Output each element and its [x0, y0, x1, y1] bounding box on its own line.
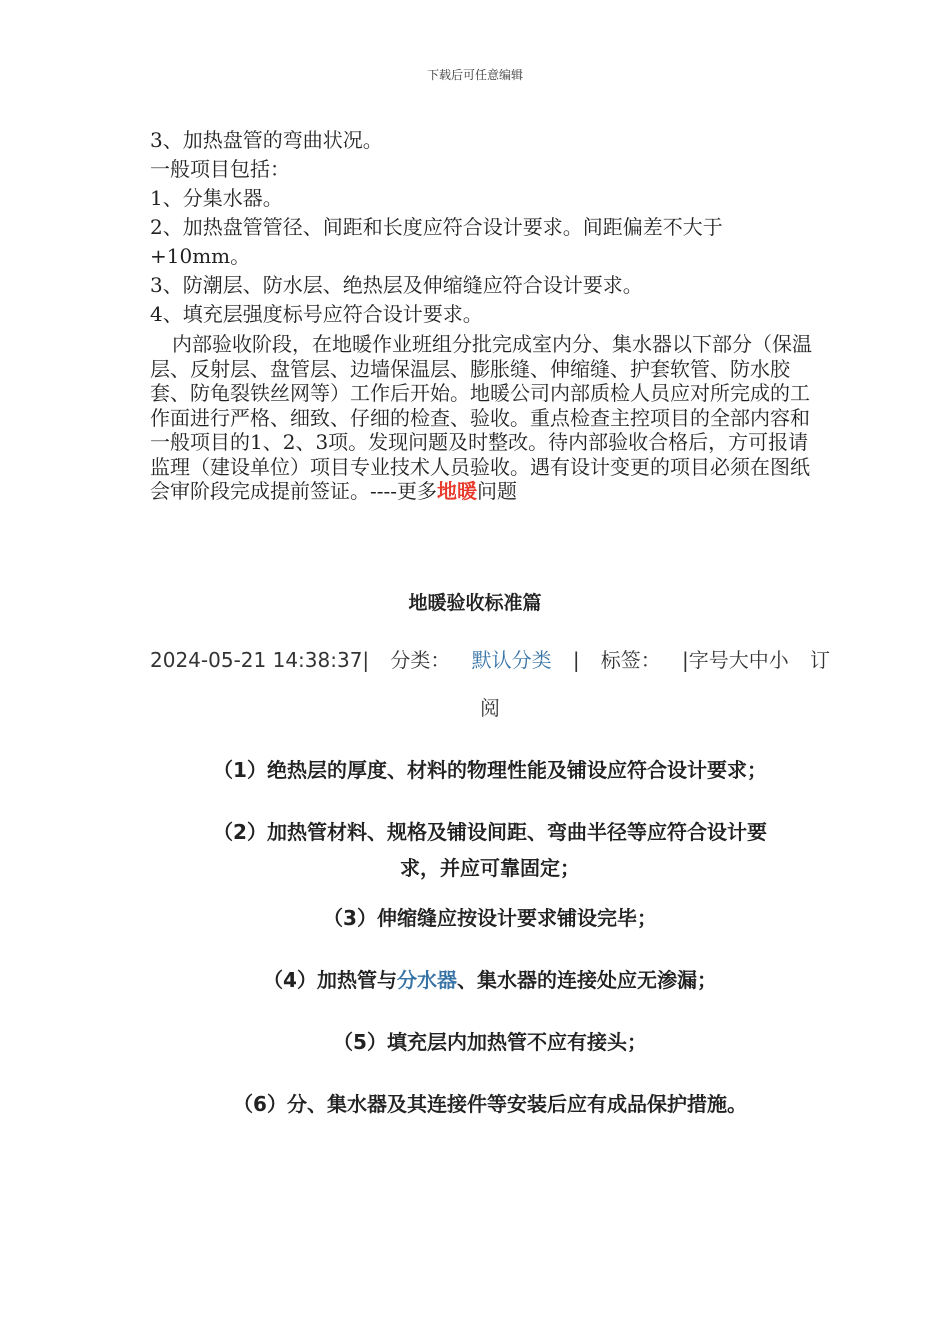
- meta-separator-2: |: [682, 648, 689, 672]
- article-timestamp: 2024-05-21 14:38:37|: [150, 648, 370, 672]
- paragraph-tail: 问题: [477, 479, 518, 503]
- body-line-4: 2、加热盘管管径、间距和长度应符合设计要求。间距偏差不大于: [150, 215, 723, 239]
- requirement-4: [150, 962, 830, 998]
- requirement-4-post: 、集水器的连接处应无渗漏；: [456, 968, 717, 992]
- body-line-3: 1、分集水器。: [150, 186, 283, 210]
- requirement-2-line-1: （2）加热管材料、规格及铺设间距、弯曲半径等应符合设计要: [213, 820, 767, 844]
- requirement-2: [150, 814, 830, 886]
- font-size-label[interactable]: 字号大中小: [688, 648, 789, 672]
- requirement-6: （6）分、集水器及其连接件等安装后应有成品保护措施。: [233, 1092, 747, 1116]
- underfloor-heating-link[interactable]: 地暖: [437, 479, 478, 503]
- body-text-block: [150, 126, 815, 504]
- body-line-1: 3、加热盘管的弯曲状况。: [150, 128, 383, 152]
- font-size-control: [682, 646, 789, 674]
- tags-label: 标签：: [600, 648, 661, 672]
- category-label: 分类：: [390, 648, 451, 672]
- requirement-5: （5）填充层内加热管不应有接头；: [333, 1030, 647, 1054]
- body-line-5: +10mm。: [150, 244, 251, 268]
- subscribe-link-part2[interactable]: 阅: [480, 696, 500, 720]
- water-distributor-link[interactable]: 分水器: [396, 968, 457, 992]
- requirement-2-line-2: 求，并应可靠固定；: [400, 856, 580, 880]
- body-line-2: 一般项目包括：: [150, 157, 290, 181]
- acceptance-paragraph: [150, 332, 815, 504]
- subscribe-link-part1[interactable]: 订: [809, 648, 830, 672]
- paragraph-text: 内部验收阶段，在地暖作业班组分批完成室内分、集水器以下部分（保温层、反射层、盘管层、边墙保温层、膨胀缝、伸缩缝、护套软管、防水胶套、防龟裂铁丝网等）工作后开始。地暖公司内部质检人员应对所完成的工作面进行严格、细致、仔细的检查、验收。重点检查主控项目的全部内容和一般项目的1、2、3项。发现问题及时整改。待内部验收合格后，方可报请监理（建设单位）项目专业技术人员验收。遇有设计变更的项目必须在图纸会审阶段完成提前签证。----更多: [150, 332, 812, 503]
- article-meta: [150, 646, 830, 722]
- requirement-4-pre: （4）加热管与: [263, 968, 397, 992]
- requirement-3: （3）伸缩缝应按设计要求铺设完毕；: [323, 906, 657, 930]
- requirement-1: （1）绝热层的厚度、材料的物理性能及铺设应符合设计要求；: [213, 758, 767, 782]
- category-link[interactable]: 默认分类: [471, 648, 552, 672]
- page-header-note: 下载后可任意编辑: [426, 68, 523, 82]
- body-line-7: 4、填充层强度标号应符合设计要求。: [150, 302, 483, 326]
- article-title: 地暖验收标准篇: [408, 592, 542, 614]
- meta-separator-1: |: [572, 648, 580, 672]
- body-line-6: 3、防潮层、防水层、绝热层及伸缩缝应符合设计要求。: [150, 273, 643, 297]
